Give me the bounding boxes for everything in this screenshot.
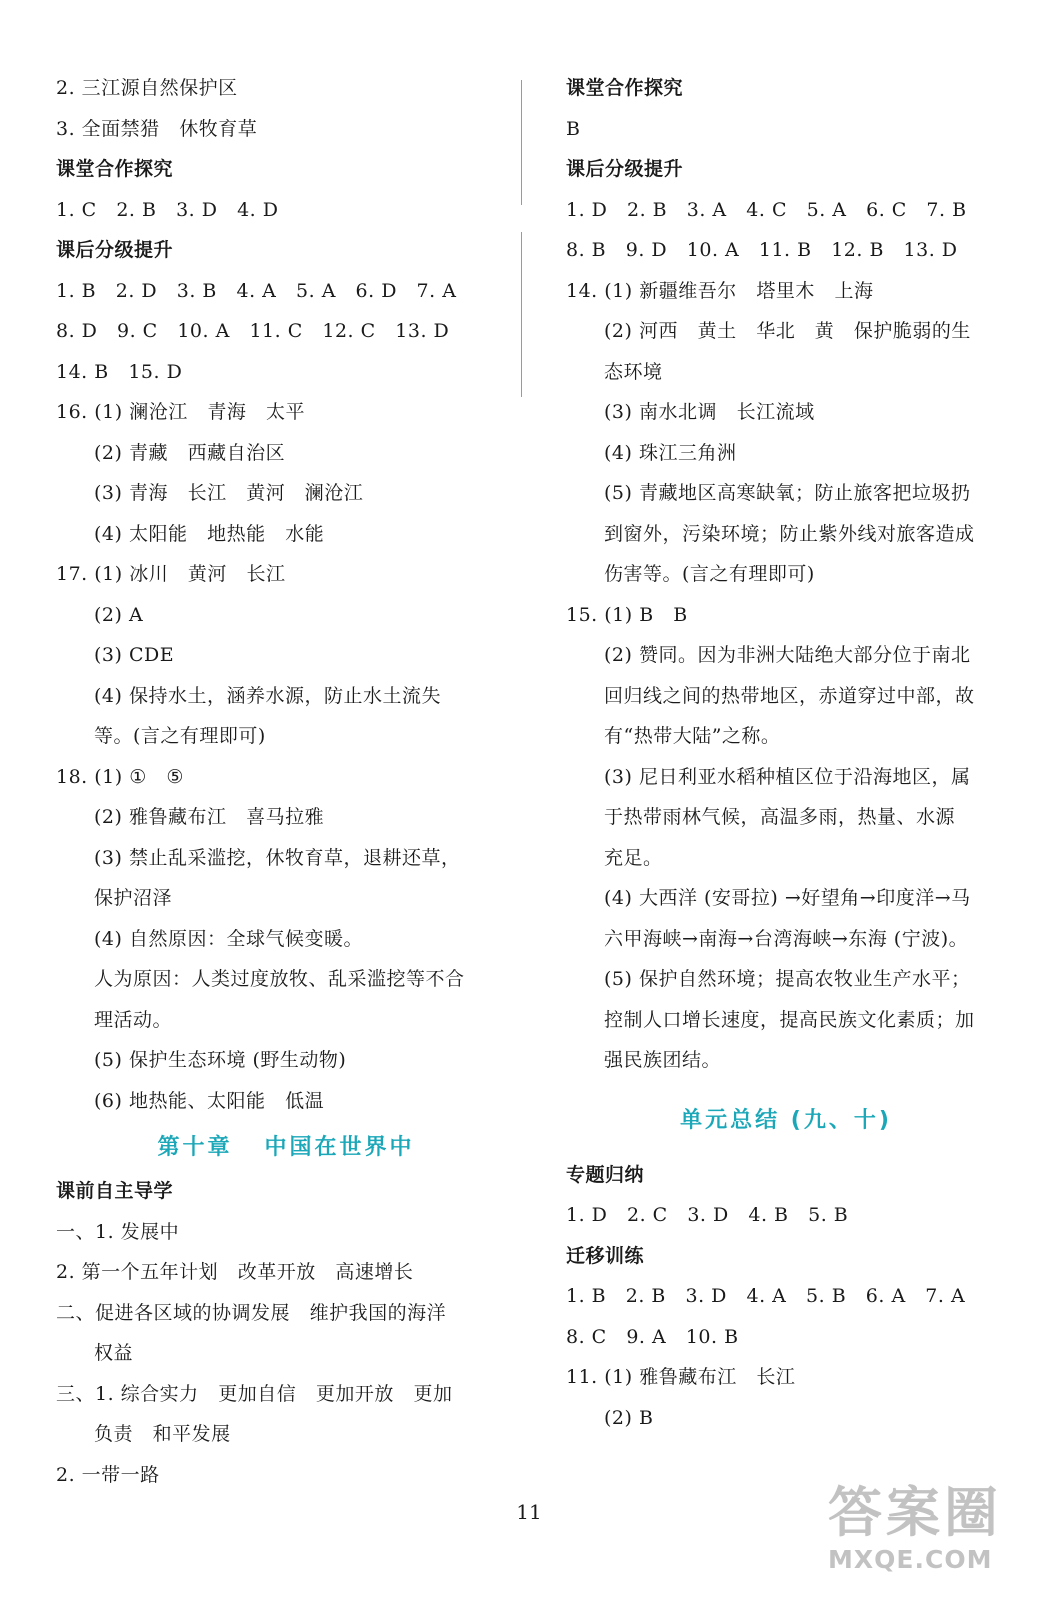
answer-line: 16. (1) 澜沧江 青海 太平 — [56, 401, 305, 423]
answer-line: 人为原因：人类过度放牧、乱采滥挖等不合 — [94, 968, 465, 990]
section-heading: 课堂合作探究 — [566, 77, 684, 99]
left-column — [56, 68, 496, 1495]
answer-line: (2) A — [94, 603, 144, 626]
answer-line: 三、1. 综合实力 更加自信 更加开放 更加 — [56, 1382, 453, 1405]
right-answer-lines-after — [566, 1155, 1006, 1439]
answer-line: 伤害等。(言之有理即可) — [604, 563, 815, 585]
answer-line: (5) 保护自然环境；提高农牧业生产水平； — [604, 968, 971, 990]
answer-line: 一、1. 发展中 — [56, 1220, 180, 1243]
answer-line: 2. 三江源自然保护区 — [56, 77, 238, 99]
answer-line: 11. (1) 雅鲁藏布江 长江 — [566, 1366, 796, 1388]
answer-line: (5) 青藏地区高寒缺氧；防止旅客把垃圾扔 — [604, 482, 971, 504]
section-heading: 课堂合作探究 — [56, 158, 174, 180]
section-heading: 专题归纳 — [566, 1163, 645, 1186]
answer-line: 8. C 9. A 10. B — [566, 1325, 739, 1348]
right-column — [566, 68, 1006, 1438]
answer-line: 控制人口增长速度，提高民族文化素质；加 — [604, 1008, 975, 1031]
answer-line: (6) 地热能、太阳能 低温 — [94, 1089, 325, 1112]
answer-line: 2. 一带一路 — [56, 1463, 160, 1486]
answer-line: 权益 — [94, 1342, 134, 1364]
answer-line: (2) 河西 黄土 华北 黄 保护脆弱的生 — [604, 320, 971, 342]
answer-line: 2. 第一个五年计划 改革开放 高速增长 — [56, 1261, 414, 1283]
answer-line: (2) 赞同。因为非洲大陆绝大部分位于南北 — [604, 644, 971, 666]
section-heading: 课后分级提升 — [56, 239, 174, 261]
answer-line: 理活动。 — [94, 1008, 173, 1031]
answer-line: 1. B 2. B 3. D 4. A 5. B 6. A 7. A — [566, 1285, 966, 1307]
answer-line: (4) 珠江三角洲 — [604, 441, 737, 464]
section-heading: 迁移训练 — [566, 1244, 645, 1267]
answer-line: (4) 大西洋 (安哥拉) →好望角→印度洋→马 — [604, 887, 971, 909]
answer-line: 1. B 2. D 3. B 4. A 5. A 6. D 7. A — [56, 279, 457, 302]
answer-line: 1. C 2. B 3. D 4. D — [56, 198, 279, 221]
watermark — [828, 1480, 1038, 1590]
answer-line: 回归线之间的热带地区，赤道穿过中部，故 — [604, 684, 975, 707]
answer-line: 1. D 2. B 3. A 4. C 5. A 6. C 7. B — [566, 198, 967, 221]
answer-line: 充足。 — [604, 846, 663, 869]
answer-line: (2) 雅鲁藏布江 喜马拉雅 — [94, 806, 325, 828]
left-answer-lines-after — [56, 1171, 496, 1495]
answer-line: (4) 保持水土，涵养水源，防止水土流失 — [94, 684, 441, 707]
watermark-url: MXQE.COM — [828, 1545, 993, 1574]
answer-line: (3) 青海 长江 黄河 澜沧江 — [94, 482, 364, 504]
answer-line: 负责 和平发展 — [94, 1423, 231, 1445]
page-number: 11 — [516, 1500, 542, 1524]
answer-line: (2) 青藏 西藏自治区 — [94, 441, 286, 464]
right-answer-lines — [566, 68, 1006, 1081]
answer-line: (3) 禁止乱采滥挖，休牧育草，退耕还草， — [94, 846, 461, 869]
column-divider-top — [521, 80, 522, 205]
answer-line: B — [566, 117, 581, 140]
answer-line: 态环境 — [604, 360, 663, 383]
answer-line: (3) 南水北调 长江流域 — [604, 401, 815, 423]
answer-line: (3) 尼日利亚水稻种植区位于沿海地区，属 — [604, 765, 971, 788]
answer-line: 二、促进各区域的协调发展 维护我国的海洋 — [56, 1301, 447, 1324]
answer-line: 强民族团结。 — [604, 1049, 722, 1071]
unit-summary-heading: 单元总结 (九、十) — [680, 1107, 892, 1133]
answer-line: (4) 自然原因：全球气候变暖。 — [94, 927, 363, 950]
answer-line: 于热带雨林气候，高温多雨，热量、水源 — [604, 806, 956, 828]
answer-line: 8. D 9. C 10. A 11. C 12. C 13. D — [56, 320, 450, 342]
answer-line: 14. (1) 新疆维吾尔 塔里木 上海 — [566, 279, 874, 302]
answer-line: 17. (1) 冰川 黄河 长江 — [56, 563, 286, 585]
section-heading: 课后分级提升 — [566, 158, 684, 180]
answer-line: 等。(言之有理即可) — [94, 725, 266, 747]
answer-line: (3) CDE — [94, 644, 175, 666]
answer-line: 1. D 2. C 3. D 4. B 5. B — [566, 1204, 849, 1226]
answer-line: 到窗外，污染环境；防止紫外线对旅客造成 — [604, 522, 975, 545]
answer-line: (2) B — [604, 1406, 654, 1429]
answer-line: 15. (1) B B — [566, 603, 688, 626]
answer-line: 8. B 9. D 10. A 11. B 12. B 13. D — [566, 239, 958, 261]
answer-line: 3. 全面禁猎 休牧育草 — [56, 117, 258, 140]
answer-line: (5) 保护生态环境 (野生动物) — [94, 1049, 347, 1071]
watermark-logo: 答案圈 — [828, 1481, 1002, 1544]
answer-line: 14. B 15. D — [56, 360, 183, 383]
answer-line: 18. (1) ① ⑤ — [56, 765, 184, 788]
column-divider-middle — [521, 232, 522, 397]
chapter-heading-10: 第十章 中国在世界中 — [157, 1135, 415, 1160]
answer-line: 六甲海峡→南海→台湾海峡→东海 (宁波)。 — [604, 927, 969, 950]
answer-line: (4) 太阳能 地热能 水能 — [94, 522, 325, 545]
answer-line: 保护沼泽 — [94, 887, 173, 909]
answer-line: 有“热带大陆”之称。 — [604, 725, 781, 747]
left-answer-lines — [56, 68, 496, 1121]
section-heading: 课前自主导学 — [56, 1180, 174, 1202]
